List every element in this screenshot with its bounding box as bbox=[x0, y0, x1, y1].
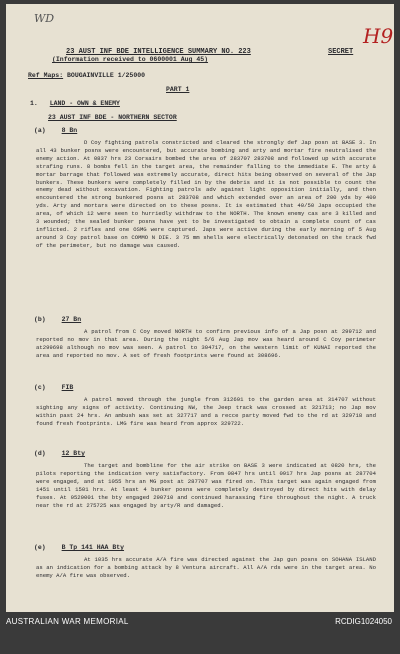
subsection-title: FIB bbox=[61, 384, 74, 391]
subsection-heading bbox=[34, 450, 85, 457]
handwritten-annotation: WD bbox=[34, 12, 55, 25]
section-number: 1. bbox=[30, 100, 38, 107]
document-title: 23 AUST INF BDE INTELLIGENCE SUMMARY NO. 223 bbox=[66, 48, 251, 56]
document-subtitle: (Information received to 0600001 Aug 45) bbox=[52, 56, 209, 63]
subsection-heading bbox=[34, 127, 77, 134]
subsection-paragraph: A patrol from C Coy moved NORTH to confirm previous info of a Jap posn at 299712 and reported no mov in that area. During the night 5/6 Aug Jap mov was heard around C Coy perimeter at299698 although no mov was seen. A patrol to 304717, on the western limit of KUNAI reported the area and reported no mov. A set of fresh footprints were found at 308696. bbox=[36, 328, 376, 359]
subsection-heading bbox=[34, 544, 124, 551]
subsection-paragraph: A patrol moved through the jungle from 312691 to the garden area at 314707 without sighting any signs of activity. Continuing NW, the Jeep track was crossed at 321713; no Jap mov within past 24 hrs. An ambush was set at 327717 and a recce party moved fwd to the rd at 329718 and found fresh footprints. LMG fire was heard from approx 329722. bbox=[36, 396, 376, 427]
ref-maps-value: BOUGAINVILLE 1/25000 bbox=[67, 72, 146, 79]
part-heading: PART 1 bbox=[166, 86, 190, 93]
subsection-paragraph: The target and bombline for the air strike on BASE 3 were indicated at 0820 hrs, the pilots reporting the indication very satisfactory. From 0847 hrs until 0917 hrs Jap posns at 287704 were engaged, and at 1055 hrs an MG post at 287707 was fired on. This target was again engaged from 1451 until 1501 hrs. At least 4 bunker posns were completely destroyed by direct hits with delay fuses. At 0520001 the bty engaged 290710 and continued harassing fire throughout the night. A truck near the rd at 275725 was engaged by arty/R and damaged. bbox=[36, 462, 376, 509]
subsection-title: B Tp 141 HAA Bty bbox=[61, 544, 125, 551]
handwritten-folio-number: H9 bbox=[363, 24, 394, 48]
subsection-letter: (b) bbox=[34, 316, 46, 323]
subsection-letter: (d) bbox=[34, 450, 46, 457]
ref-maps bbox=[28, 72, 145, 79]
sector-heading: 23 AUST INF BDE - NORTHERN SECTOR bbox=[48, 114, 177, 121]
subsection-heading bbox=[34, 384, 73, 391]
subsection-title: 12 Bty bbox=[61, 450, 86, 457]
document-page bbox=[6, 4, 394, 612]
subsection-letter: (c) bbox=[34, 384, 46, 391]
section-title: LAND - OWN & ENEMY bbox=[49, 100, 120, 107]
ref-maps-label: Ref Maps: bbox=[28, 72, 64, 79]
subsection-title: 8 Bn bbox=[61, 127, 78, 134]
classification-label: SECRET bbox=[328, 48, 354, 56]
archive-name: AUSTRALIAN WAR MEMORIAL bbox=[6, 617, 129, 626]
subsection-heading bbox=[34, 316, 81, 323]
archive-reference: RCDIG1024050 bbox=[335, 617, 392, 626]
subsection-paragraph: At 1035 hrs accurate A/A fire was directed against the Jap gun posns on SOHANA ISLAND as an indication for a bombing attack by 8 Ventura aircraft. All A/A rds were in the target area. No enemy A/A fire was observed. bbox=[36, 556, 376, 579]
subsection-letter: (e) bbox=[34, 544, 46, 551]
subsection-title: 27 Bn bbox=[61, 316, 82, 323]
subsection-letter: (a) bbox=[34, 127, 46, 134]
subsection-paragraph: D Coy fighting patrols constricted and cleared the strongly def Jap posn at BASE 3. In all 43 bunker posns were encountered, but accurate bombing and arty and mortar fire neutralised the enemy action. At 0837 hrs 23 Corsairs bombed the area of 283707 283708 and followed up with accurate strafing runs. 8 bombs fell in the target area, the remainder falling to the immediate E. The arty & mortar barrage that followed was extremely accurate, direct hits being observed on several of the Jap bunkers. These bunkers were completely filled in by the debris and it is not possible to count the enemy dead without excavation. Fighting patrols adv against light opposition initially, and then encountered the strong bunkered posns at 283708 and which extended over an area of 200 yds by 400 yds. Arty and mortars were directed on to these posns. It is estimated that 40/50 Japs occupied the area, of which 12 were seen to hurriedly withdraw to the NORTH. The known enemy cas are 3 killed and 3 wounded; the sealed bunker posns have yet to be investigated to obtain a complete count of cas inflicted. 2 rifles and one OSMG were captured. Japs were active during the early morning of 5 Aug around 3 Coy patrol base on COMMO N DIE. 3 75 mm shells were electrically detonated on the track fwd of the perimeter, but no damage was caused. bbox=[36, 139, 376, 249]
section-heading bbox=[30, 100, 120, 107]
archive-footer bbox=[0, 612, 400, 654]
